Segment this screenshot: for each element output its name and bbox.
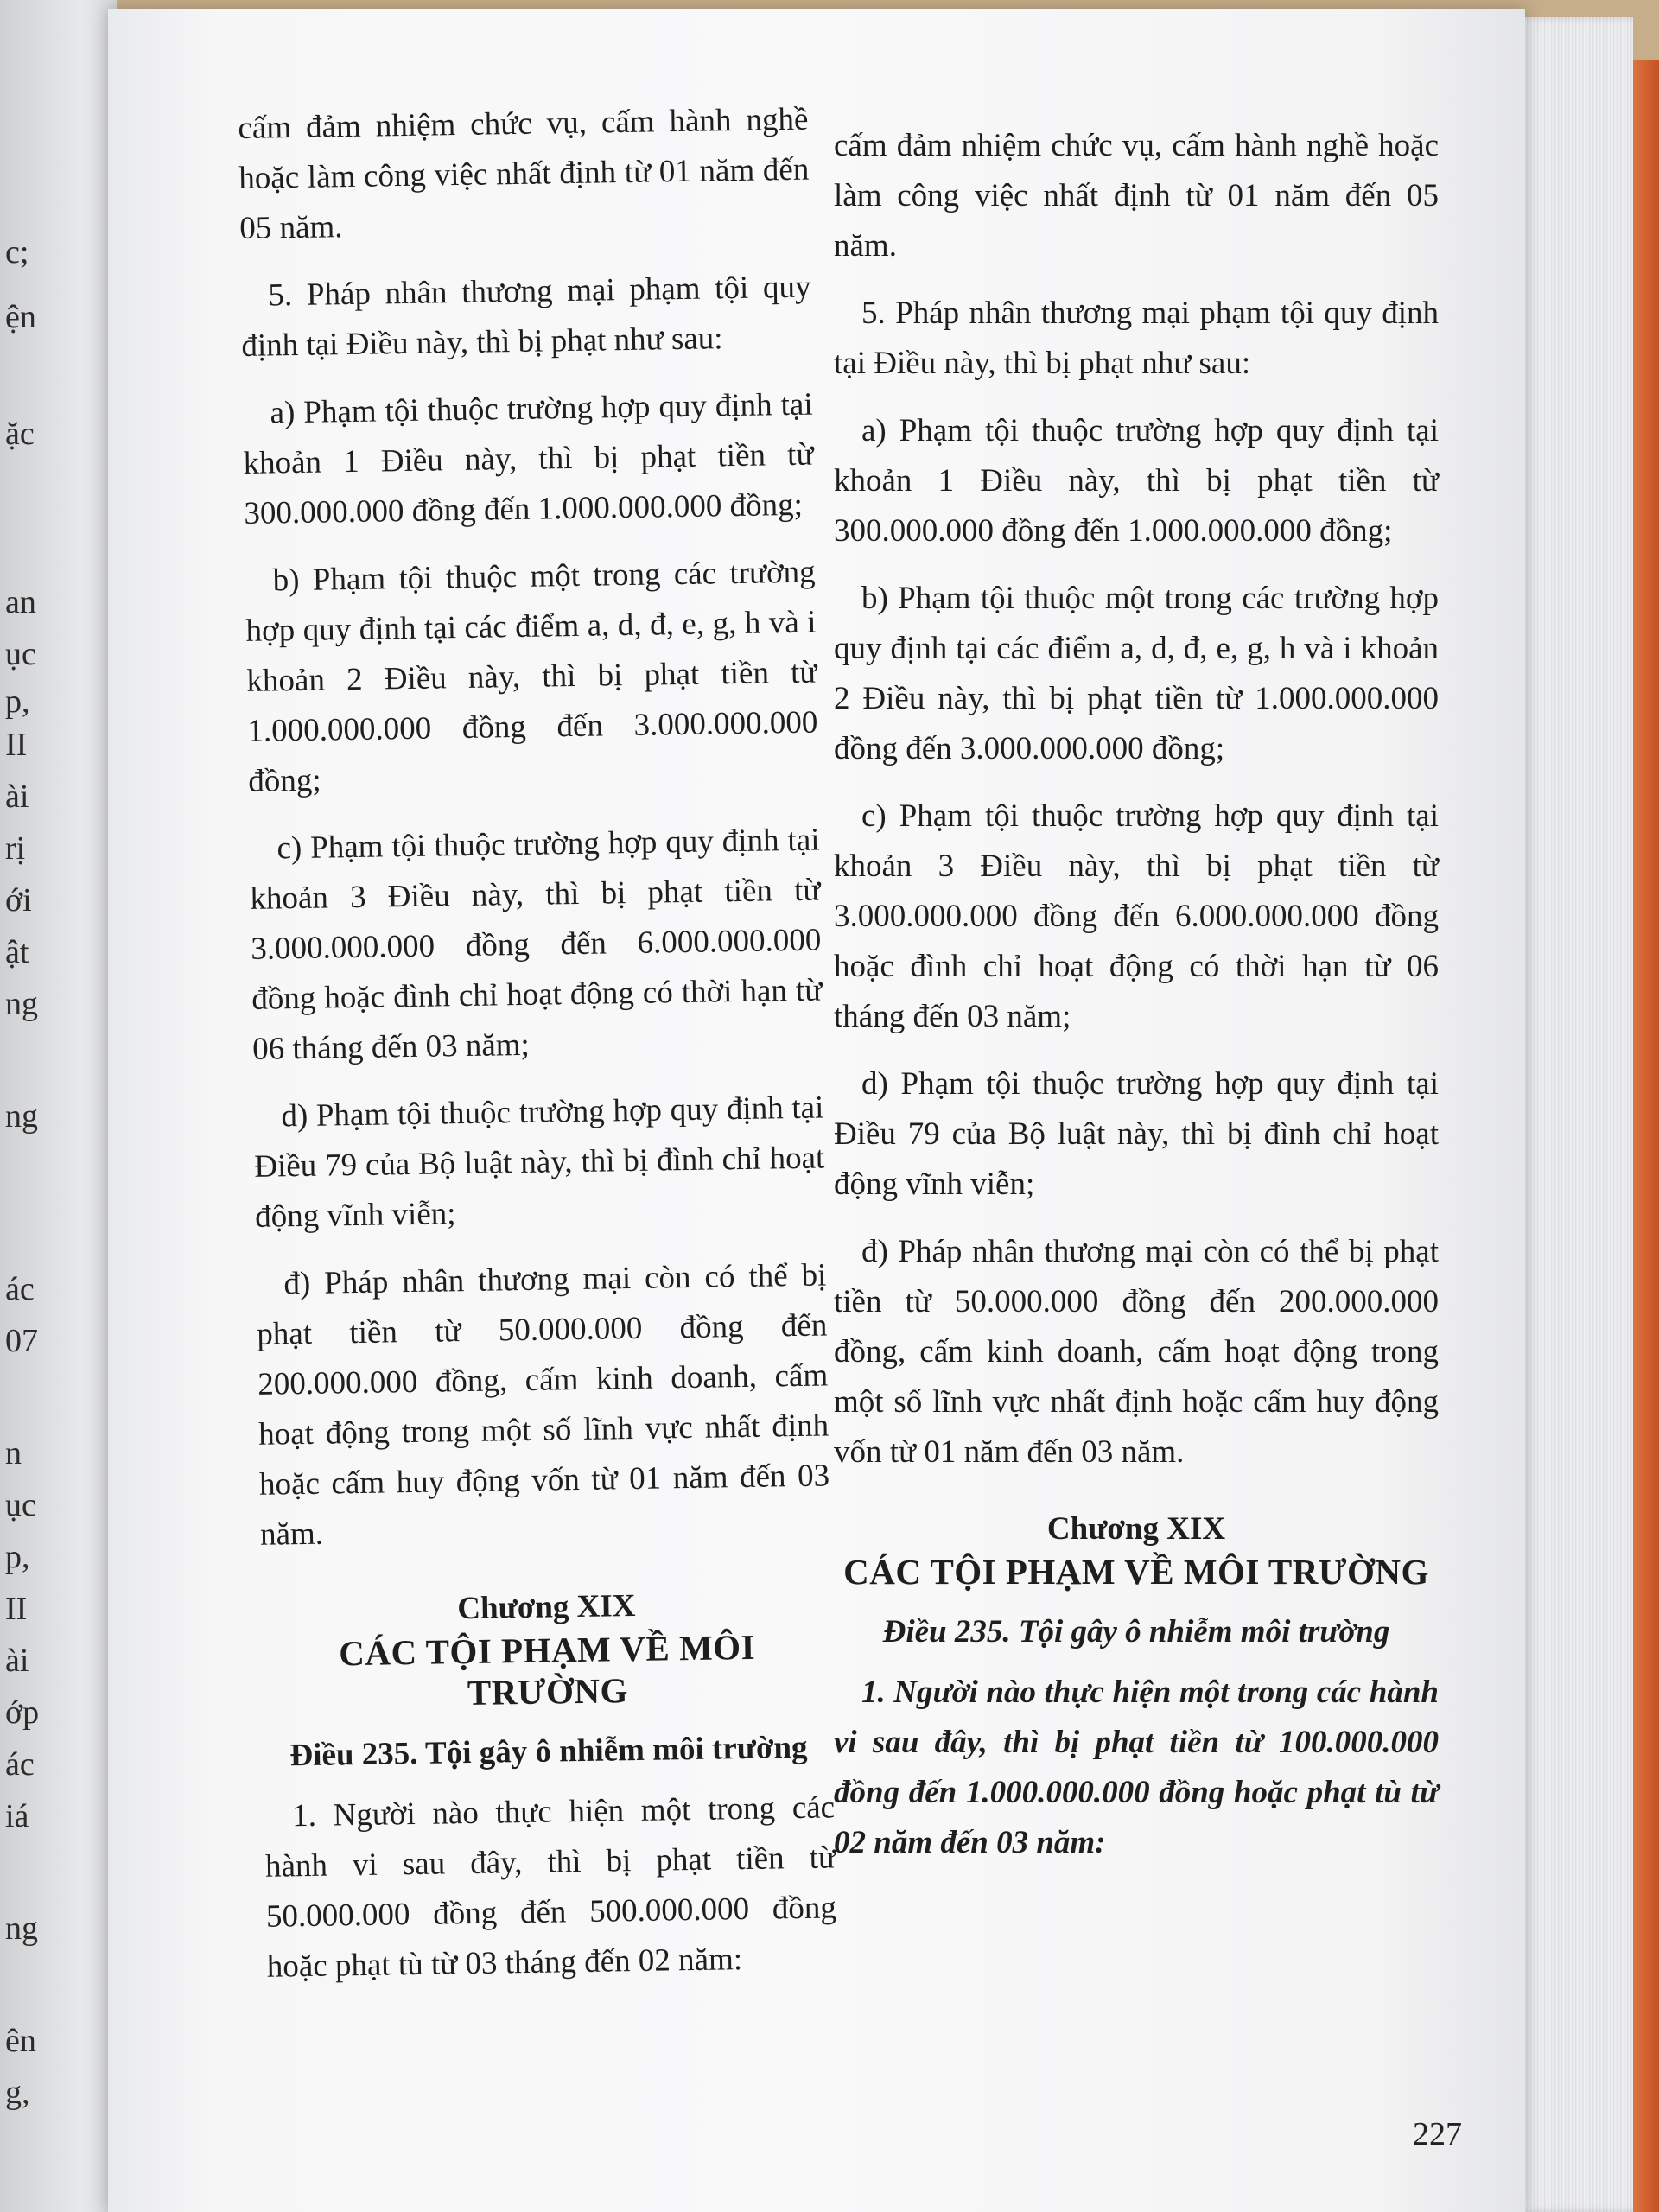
article-paragraph: 1. Người nào thực hiện một trong các hành vi sau đây, thì bị phạt tiền từ 50.000.000 đồng đến 500.000.000 đồng hoặc phạt tù từ 03 tháng đến 02 năm: [264, 1789, 837, 1985]
previous-page-text-fragment: ng [5, 986, 38, 1022]
previous-page-text-fragment: ục [5, 1487, 36, 1523]
previous-page-text-fragment: p, [5, 1539, 30, 1575]
paragraph-continuation: cấm đảm nhiệm chức vụ, cấm hành nghề hoặc làm công việc nhất định từ 01 năm đến 05 năm. [834, 128, 1439, 264]
previous-page-edge [0, 0, 117, 2212]
chapter-title: CÁC TỘI PHẠM VỀ MÔI TRƯỜNG [843, 1552, 1429, 1592]
paragraph-point-d: d) Phạm tội thuộc trường hợp quy định tại Điều 79 của Bộ luật này, thì bị đình chỉ hoạt động vĩnh viễn; [254, 1090, 825, 1235]
previous-page-text-fragment: iá [5, 1798, 29, 1834]
previous-page-text-fragment: ặc [5, 416, 35, 452]
previous-page-text-fragment: c; [5, 234, 29, 270]
article-title: Điều 235. Tội gây ô nhiễm môi trường [289, 1729, 808, 1774]
paragraph-point-b: b) Phạm tội thuộc một trong các trường hợp quy định tại các điểm a, d, đ, e, g, h và i khoản 2 Điều này, thì bị phạt tiền từ 1.000.000.000 đồng đến 3.000.000.000 đồng; [834, 581, 1439, 766]
book-page [108, 9, 1525, 2212]
previous-page-text-fragment: rị [5, 830, 26, 867]
previous-page-text-fragment: ác [5, 1271, 35, 1307]
paragraph-point-c: c) Phạm tội thuộc trường hợp quy định tại khoản 3 Điều này, thì bị phạt tiền từ 3.000.000.000 đồng đến 6.000.000.000 đồng hoặc đình chỉ hoạt động có thời hạn từ 06 tháng đến 03 năm; [250, 822, 823, 1067]
chapter-heading: Chương XIX [1046, 1511, 1226, 1547]
previous-page-text-fragment: 07 [5, 1323, 38, 1359]
previous-page-text-fragment: ài [5, 1643, 29, 1679]
previous-page-text-fragment: ng [5, 1910, 38, 1947]
paragraph-point-a: a) Phạm tội thuộc trường hợp quy định tại khoản 1 Điều này, thì bị phạt tiền từ 300.000.000 đồng đến 1.000.000.000 đồng; [834, 413, 1439, 549]
left-column [238, 95, 838, 2010]
previous-page-text-fragment: ới [5, 882, 32, 918]
paragraph-point-dd: đ) Pháp nhân thương mại còn có thể bị phạt tiền từ 50.000.000 đồng đến 200.000.000 đồng, cấm kinh doanh, cấm hoạt động trong một số lĩnh vực nhất định hoặc cấm huy động vốn từ 01 năm đến 03 năm. [257, 1257, 830, 1553]
paragraph-clause-5: 5. Pháp nhân thương mại phạm tội quy định tại Điều này, thì bị phạt như sau: [241, 269, 811, 364]
previous-page-text-fragment: ên [5, 2023, 36, 2059]
paragraph-point-d: d) Phạm tội thuộc trường hợp quy định tại Điều 79 của Bộ luật này, thì bị đình chỉ hoạt động vĩnh viễn; [834, 1066, 1439, 1202]
right-column [834, 121, 1439, 1885]
previous-page-text-fragment: an [5, 584, 36, 620]
previous-page-text-fragment: ật [5, 934, 29, 970]
chapter-heading: Chương XIX [456, 1587, 636, 1627]
paragraph-point-dd: đ) Pháp nhân thương mại còn có thể bị phạt tiền từ 50.000.000 đồng đến 200.000.000 đồng, cấm kinh doanh, cấm hoạt động trong một số lĩnh vực nhất định hoặc cấm huy động vốn từ 01 năm đến 03 năm. [834, 1234, 1439, 1470]
previous-page-text-fragment: ng [5, 1098, 38, 1135]
previous-page-text-fragment: ớp [5, 1694, 40, 1731]
paragraph-point-c: c) Phạm tội thuộc trường hợp quy định tại khoản 3 Điều này, thì bị phạt tiền từ 3.000.000.000 đồng đến 6.000.000.000 đồng hoặc đình chỉ hoạt động có thời hạn từ 06 tháng đến 03 năm; [834, 798, 1439, 1034]
paragraph-point-b: b) Phạm tội thuộc một trong các trường hợp quy định tại các điểm a, d, đ, e, g, h và i khoản 2 Điều này, thì bị phạt tiền từ 1.000.000.000 đồng đến 3.000.000.000 đồng; [245, 554, 818, 799]
article-paragraph: 1. Người nào thực hiện một trong các hành vi sau đây, thì bị phạt tiền từ 100.000.000 đồng đến 1.000.000.000 đồng hoặc phạt tù từ 02 năm đến 03 năm: [834, 1675, 1439, 1860]
previous-page-text-fragment: p, [5, 683, 30, 720]
previous-page-text-fragment: g, [5, 2075, 30, 2111]
previous-page-text-fragment: ện [5, 299, 36, 335]
previous-page-text-fragment: ục [5, 636, 36, 672]
paragraph-continuation: cấm đảm nhiệm chức vụ, cấm hành nghề hoặc làm công việc nhất định từ 01 năm đến 05 năm. [238, 101, 810, 246]
article-title: Điều 235. Tội gây ô nhiễm môi trường [882, 1614, 1390, 1649]
previous-page-text-fragment: ác [5, 1746, 35, 1783]
previous-page-text-fragment: n [5, 1435, 22, 1471]
paragraph-point-a: a) Phạm tội thuộc trường hợp quy định tại khoản 1 Điều này, thì bị phạt tiền từ 300.000.000 đồng đến 1.000.000.000 đồng; [243, 386, 814, 531]
chapter-title: CÁC TỘI PHẠM VỀ MÔI TRƯỜNG [338, 1626, 756, 1713]
previous-page-text-fragment: II [5, 727, 28, 763]
page-number: 227 [1413, 2116, 1462, 2152]
previous-page-text-fragment: II [5, 1591, 28, 1627]
paragraph-clause-5: 5. Pháp nhân thương mại phạm tội quy định tại Điều này, thì bị phạt như sau: [834, 296, 1439, 381]
previous-page-text-fragment: ài [5, 779, 29, 815]
